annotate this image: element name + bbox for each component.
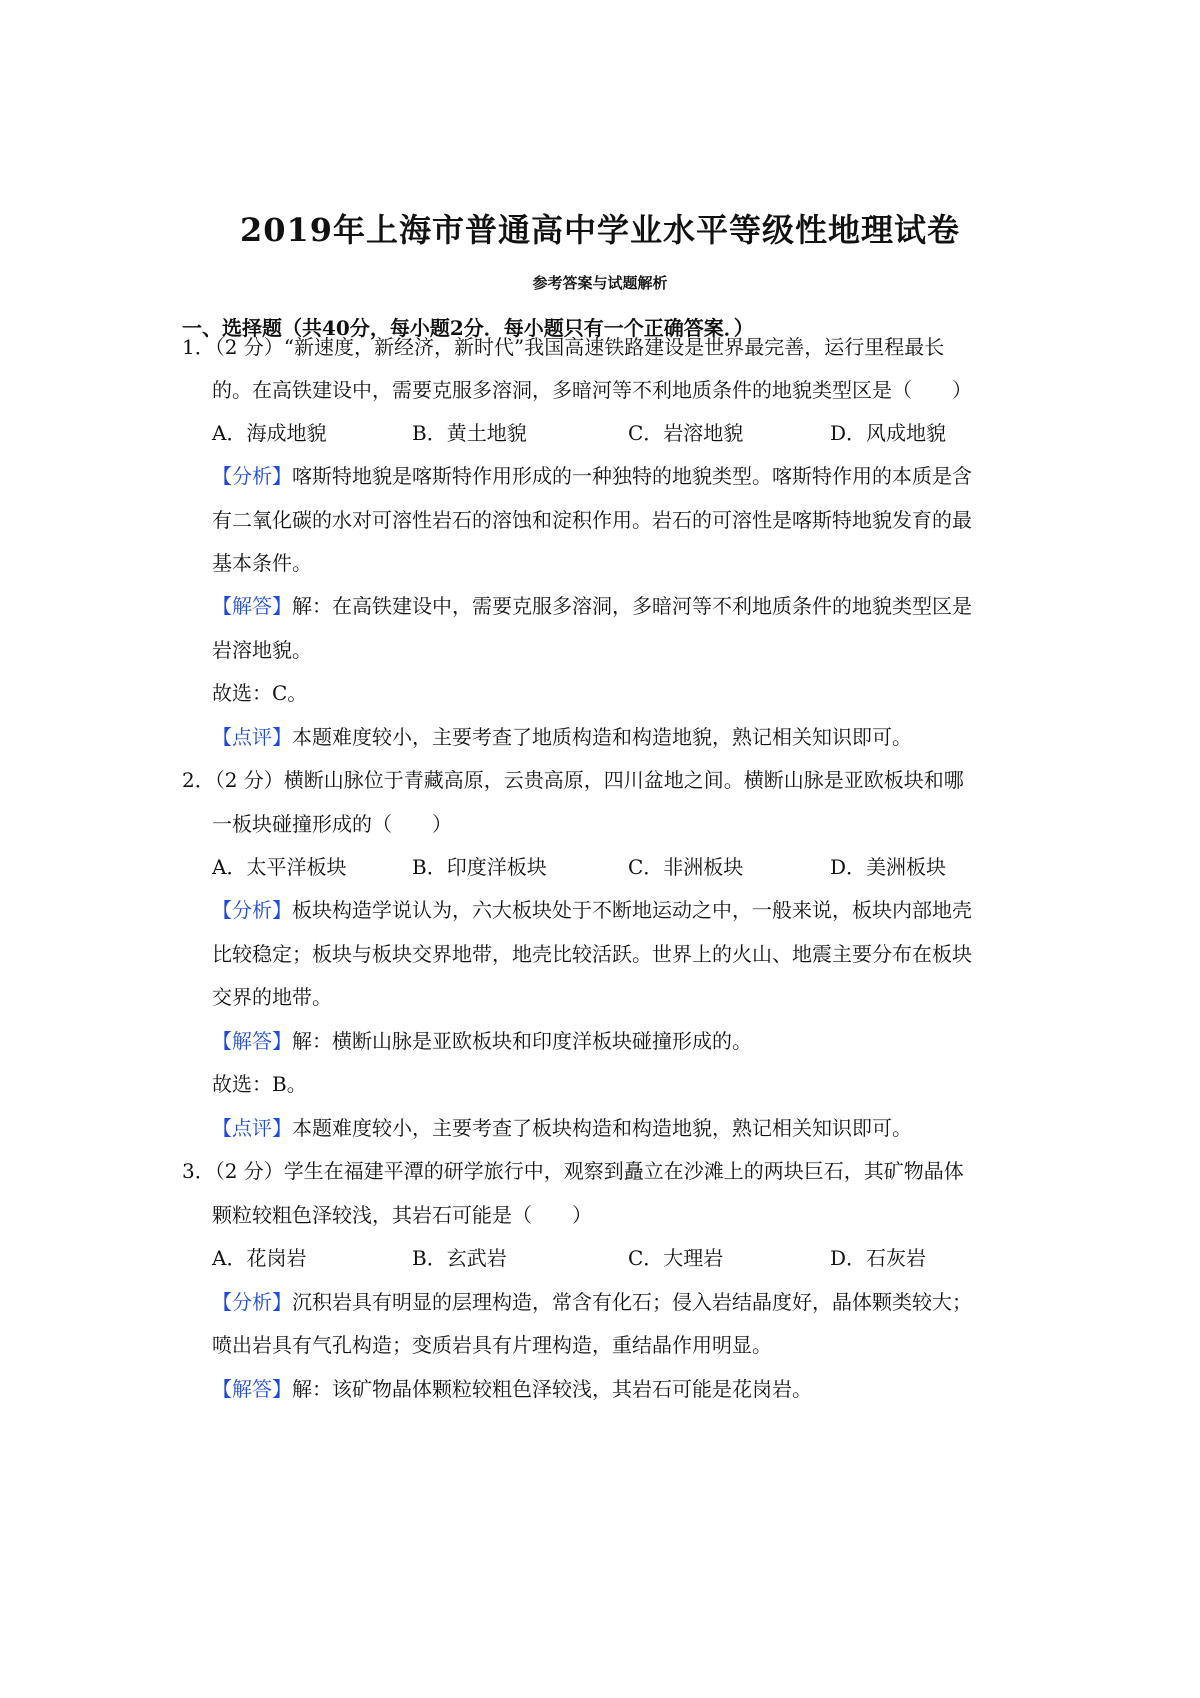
q1-option-d: D．风成地貌	[830, 421, 947, 445]
q2-stem-line2: 一板块碰撞形成的（ ）	[212, 812, 452, 836]
page-subtitle: 参考答案与试题解析	[532, 274, 668, 292]
answer-tag: 【解答】	[212, 1029, 292, 1053]
q2-analysis-line1: 【分析】板块构造学说认为，六大板块处于不断地运动之中，一般来说，板块内部地壳	[212, 898, 972, 922]
q1-analysis-line2: 有二氧化碳的水对可溶性岩石的溶蚀和淀积作用。岩石的可溶性是喀斯特地貌发育的最	[212, 508, 972, 532]
q3-stem-line2: 颗粒较粗色泽较浅，其岩石可能是（ ）	[212, 1203, 592, 1227]
q2-analysis-line2: 比较稳定；板块与板块交界地带，地壳比较活跃。世界上的火山、地震主要分布在板块	[212, 942, 972, 966]
analysis-tag: 【分析】	[212, 464, 292, 488]
analysis-tag: 【分析】	[212, 898, 292, 922]
q1-answer-line1: 【解答】解：在高铁建设中，需要克服多溶洞，多暗河等不利地质条件的地貌类型区是	[212, 594, 972, 618]
q3-option-a: A．花岗岩	[212, 1246, 307, 1270]
section-heading: 一、选择题（共40分，每小题2分．每小题只有一个正确答案．）	[182, 316, 754, 340]
q1-stem-line2: 的。在高铁建设中，需要克服多溶洞，多暗河等不利地质条件的地貌类型区是（ ）	[212, 378, 972, 402]
q2-option-c: C．非洲板块	[628, 855, 744, 879]
q2-answer-line1: 【解答】解：横断山脉是亚欧板块和印度洋板块碰撞形成的。	[212, 1029, 752, 1053]
q3-analysis-line1: 【分析】沉积岩具有明显的层理构造，常含有化石；侵入岩结晶度好，晶体颗类较大；	[212, 1290, 972, 1314]
q1-option-c: C．岩溶地貌	[628, 421, 744, 445]
q2-stem-line1: 2．（2 分）横断山脉位于青藏高原，云贵高原，四川盆地之间。横断山脉是亚欧板块和哪	[182, 768, 964, 792]
q1-analysis-line3: 基本条件。	[212, 551, 312, 575]
q3-answer-line1: 【解答】解：该矿物晶体颗粒较粗色泽较浅，其岩石可能是花岗岩。	[212, 1377, 812, 1401]
answer-tag: 【解答】	[212, 594, 292, 618]
q2-option-d: D．美洲板块	[830, 855, 947, 879]
q3-option-c: C．大理岩	[628, 1246, 724, 1270]
q1-stem-line1: 1．（2 分）“新速度，新经济，新时代”我国高速铁路建设是世界最完善，运行里程最长	[182, 335, 945, 359]
comment-tag: 【点评】	[212, 725, 292, 749]
q1-choice: 故选：C。	[212, 681, 308, 705]
q2-analysis-line3: 交界的地带。	[212, 985, 332, 1009]
analysis-tag: 【分析】	[212, 1290, 292, 1314]
q1-option-a: A．海成地貌	[212, 421, 327, 445]
comment-tag: 【点评】	[212, 1116, 292, 1140]
q2-comment: 【点评】本题难度较小，主要考查了板块构造和构造地貌，熟记相关知识即可。	[212, 1116, 912, 1140]
q2-option-b: B．印度洋板块	[412, 855, 547, 879]
page-title: 2019年上海市普通高中学业水平等级性地理试卷	[239, 211, 961, 249]
q1-option-b: B．黄土地貌	[412, 421, 527, 445]
q1-analysis-line1: 【分析】喀斯特地貌是喀斯特作用形成的一种独特的地貌类型。喀斯特作用的本质是含	[212, 464, 972, 488]
q1-comment: 【点评】本题难度较小，主要考查了地质构造和构造地貌，熟记相关知识即可。	[212, 725, 912, 749]
q2-choice: 故选：B。	[212, 1072, 307, 1096]
q3-option-d: D．石灰岩	[830, 1246, 927, 1270]
answer-tag: 【解答】	[212, 1377, 292, 1401]
q2-option-a: A．太平洋板块	[212, 855, 347, 879]
q1-answer-line2: 岩溶地貌。	[212, 638, 312, 662]
q3-analysis-line2: 喷出岩具有气孔构造；变质岩具有片理构造，重结晶作用明显。	[212, 1333, 772, 1357]
q3-stem-line1: 3．（2 分）学生在福建平潭的研学旅行中，观察到矗立在沙滩上的两块巨石，其矿物晶体	[182, 1159, 964, 1183]
q3-option-b: B．玄武岩	[412, 1246, 507, 1270]
